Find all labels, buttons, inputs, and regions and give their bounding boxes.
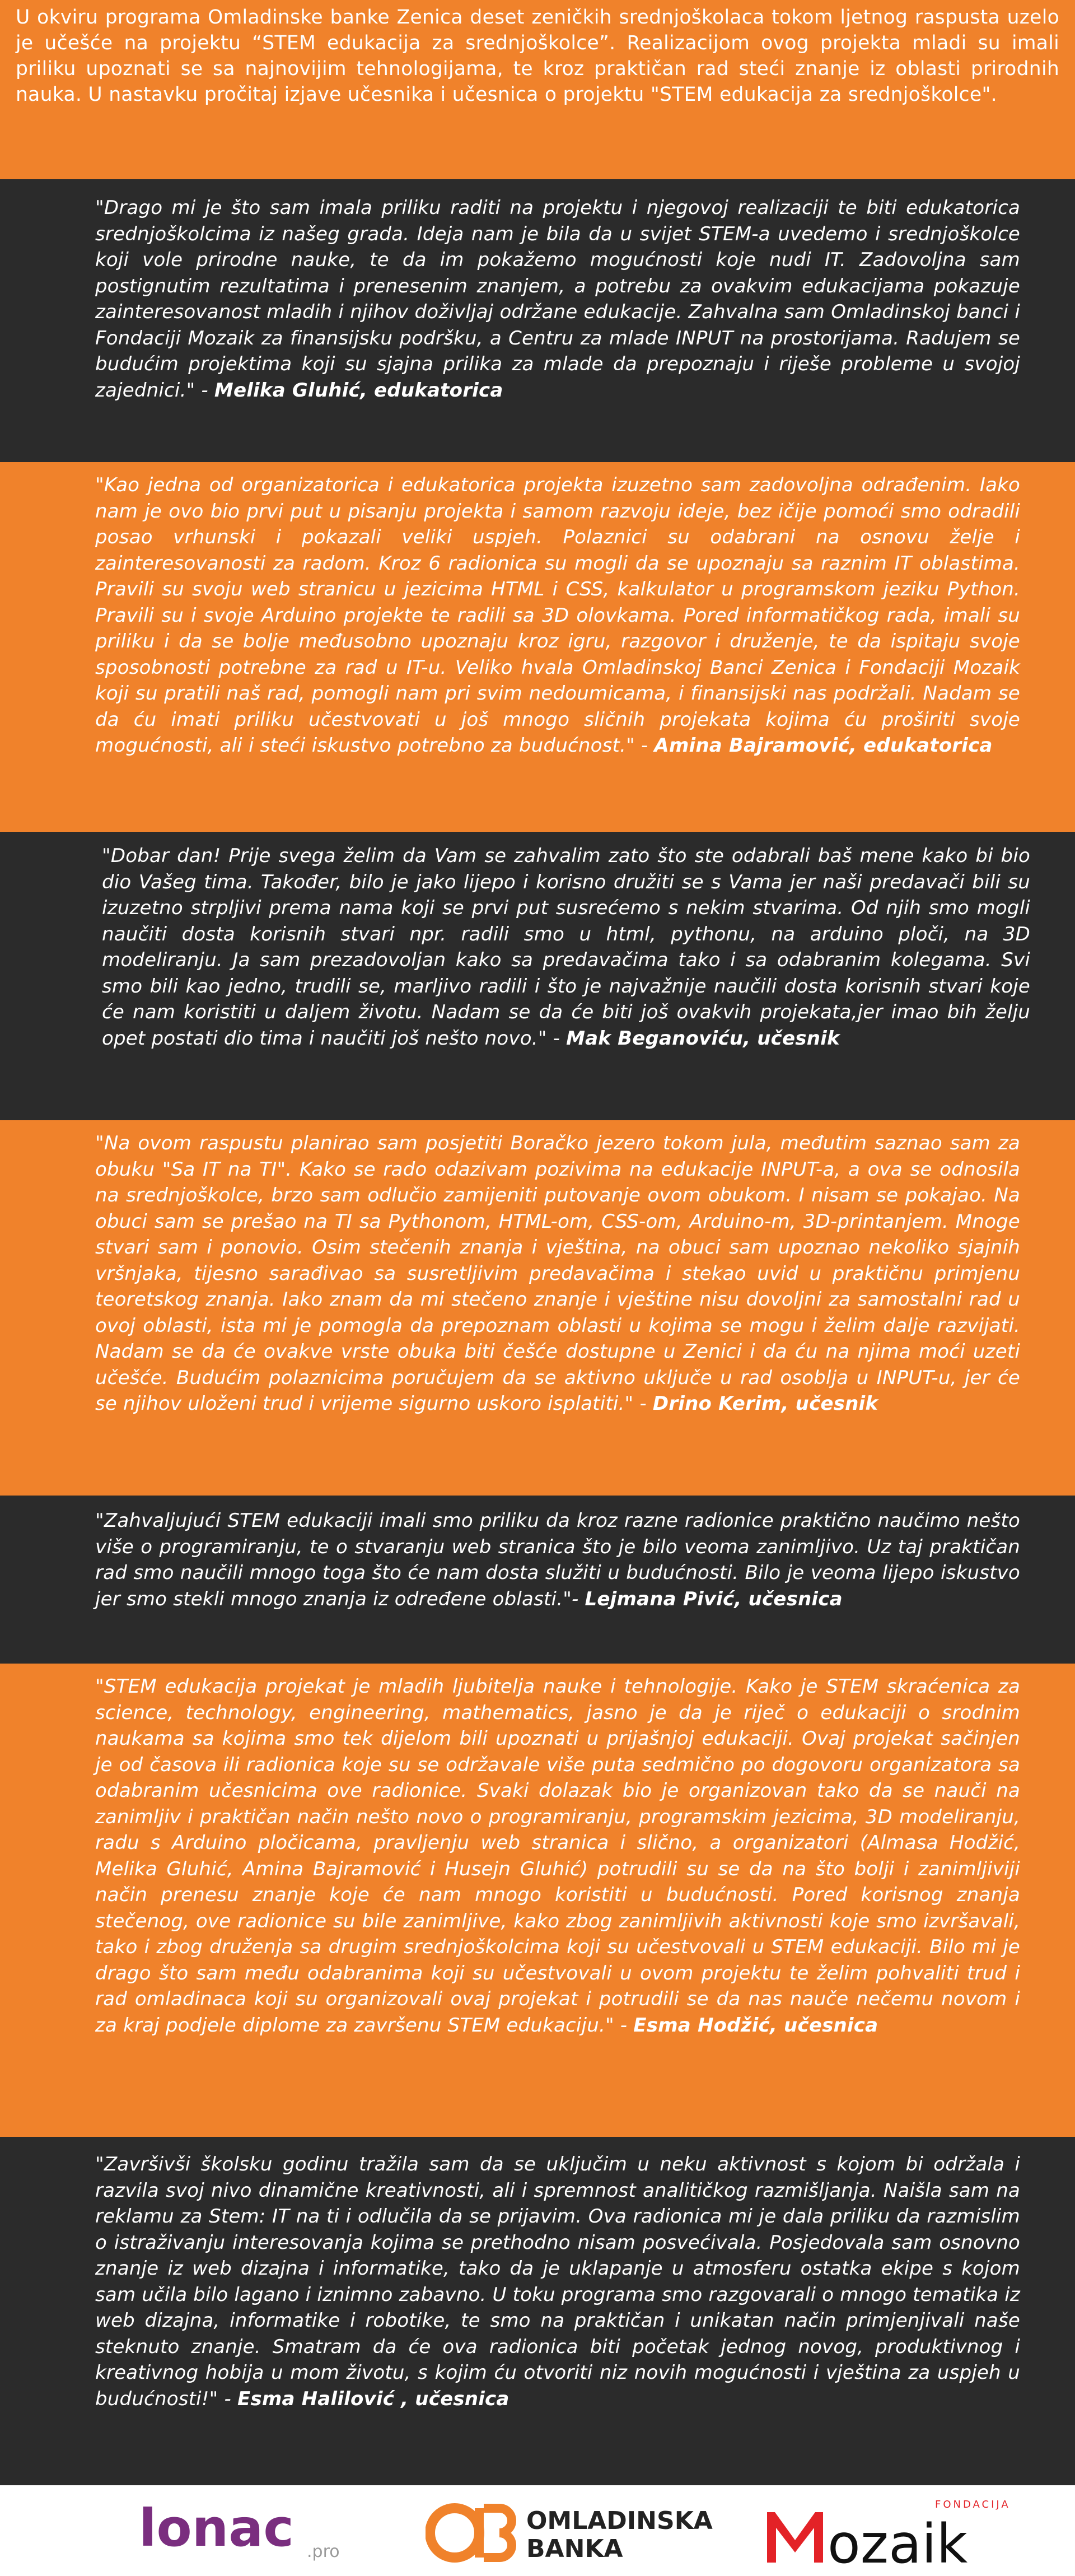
sponsor-logos	[0, 2485, 1075, 2576]
intro-section	[0, 0, 1075, 179]
testimonial-author: Drino Kerim, učesnik	[652, 1392, 878, 1415]
ob-b-mark	[484, 2508, 512, 2558]
testimonial-author: Esma Hodžić, učesnica	[633, 2014, 878, 2037]
testimonial-5	[0, 1496, 1075, 1664]
testimonial-author: Lejmana Pivić, učesnica	[585, 1587, 843, 1610]
testimonial-text: "Drago mi je što sam imala priliku raditi na projektu i njegovoj realizaciji te biti edukatorica srednjoškolcima iz našeg grada. Ideja nam je bila da u svijet STEM-a uvedemo i srednjoškolce koji vole prirodne nauke, te da im pokažemo mogućnosti koje nudi IT. Zadovoljna sam postignutim rezultatima i prenesenim znanjem, a potrebu za ovakvim edukacijama pokazuje zainteresovanost mladih i njihov doživljaj održane edukacije. Zahvalna sam Omladinskoj banci i Fondaciji Mozaik za finansijsku podršku, a Centru za mlade INPUT na prostorijama. Radujem se budućim projektima koji su sjajna prilika za mlade da prepoznaju i riješe probleme u svojoj zajednici." -	[95, 197, 1020, 402]
testimonial-author: Amina Bajramović, edukatorica	[654, 734, 993, 757]
testimonial-3	[0, 832, 1075, 1120]
ob-line2: BANKA	[526, 2535, 623, 2563]
ob-bar-mark	[475, 2508, 484, 2558]
testimonial-author: Melika Gluhić, edukatorica	[214, 379, 503, 402]
testimonial-7	[0, 2137, 1075, 2485]
testimonial-6	[0, 1664, 1075, 2137]
mozaik-name: ozaik	[828, 2513, 968, 2568]
mozaik-logo	[767, 2495, 1013, 2568]
testimonial-author: Mak Beganoviću, učesnik	[566, 1027, 840, 1050]
testimonial-text: "Na ovom raspustu planirao sam posjetiti Boračko jezero tokom jula, međutim saznao sam za obuku "Sa IT na TI". Kako se rado odazivam pozivima na edukacije INPUT-a, a ova se odnosila na srednjoškolce, brzo sam odlučio zamijeniti putovanje ovom obukom. I nisam se pokajao. Na obuci sam se prešao na TI sa Pythonom, HTML-om, CSS-om, Arduino-m, 3D-printanjem. Mnoge stvari sam i ponovio. Osim stečenih znanja i vještina, na obuci sam upoznao nekoliko sjajnih vršnjaka, tijesno sarađivao sa susretljivim predavačima i stekao uvid u praktičnu primjenu teoretskog znanja. Iako znam da mi stečeno znanje i vještine nisu dovoljni za samostalni rad u ovoj oblasti, ista mi je pomogla da prepoznam oblasti u kojima se mogu i želim dalje razvijati. Nadam se da će ovakve vrste obuka biti češće dostupne u Zenici i da ću na njima moći uzeti učešće. Budućim polaznicima poručujem da se aktivno uključe u rad osoblja u INPUT-u, jer će se njihov uloženi trud i vrijeme sigurno uskoro isplatiti." -	[95, 1132, 1020, 1415]
lonac-logo-name: lonac	[139, 2502, 294, 2558]
testimonial-1	[0, 179, 1075, 462]
testimonial-text: "Završivši školsku godinu tražila sam da se uključim u neku aktivnost s kojom bi održala i razvila svoj nivo dinamične kreativnosti, ali i spremnost analitičkog razmišljanja. Naišla sam na reklamu za Stem: IT na ti i odlučila da se prijavim. Ova radionica mi je dala priliku da razmislim o istraživanju interesovanja kojima se prethodno nisam posvećivala. Posjedovala sam osnovno znanje iz web dizajna i informatike, tako da je uklapanje u atmosferu ostatka ekipe s kojom sam učila bilo lagano i iznimno zabavno. U toku programa smo razgovarali o mnogo tematika iz web dizajna, informatike i robotike, te smo na praktičan i unikatan način primjenjivali naše steknuto znanje. Smatram da će ova radionica biti početak jednog novog, produktivnog i kreativnog hobija u mom životu, s kojim ću otvoriti niz novih mogućnosti i vještina za uspjeh u budućnosti!" -	[95, 2153, 1020, 2410]
testimonial-text: "Dobar dan! Prije svega želim da Vam se zahvalim zato što ste odabrali baš mene kako bi bio dio Vašeg tima. Također, bilo je jako lijepo i korisno družiti se s Vama jer naši predavači bili su izuzetno strpljivi prema nama koji se prvi put susrećemo s nekim stvarima. Od njih smo mogli naučiti dosta korisnih stvari npr. radili smo u html, pythonu, na arduino ploči, na 3D modeliranju. Ja sam prezadovoljan kako sa predavačima tako i sa odabranim kolegama. Svi smo bili kao jedno, trudili se, marljivo radili i što je najvažnije naučili dosta korisnih stvari koje će nam koristiti u daljem životu. Nadam se da će biti još ovakvih projekata,jer imao bih želju opet postati dio tima i naučiti još nešto novo." -	[102, 845, 1030, 1050]
omladinska-banka-logo	[426, 2502, 717, 2564]
mozaik-m-mark	[767, 2512, 823, 2563]
testimonial-text: "Zahvaljujući STEM edukaciji imali smo priliku da kroz razne radionice praktično naučimo nešto više o programiranju, te o stvaranju web stranica što je bilo veoma zanimljivo. Uz taj praktičan rad smo naučili mnogo toga što će nam dosta služiti u budućnosti. Bilo je veoma lijepo iskustvo jer smo stekli mnogo znanja iz određene oblasti."-	[95, 1510, 1020, 1610]
lonac-logo	[139, 2502, 352, 2564]
testimonial-4	[0, 1120, 1075, 1496]
intro-text: U okviru programa Omladinske banke Zenica deset zeničkih srednjoškolaca tokom ljetnog raspusta uzelo je učešće na projektu “STEM edukacija za srednjoškolce”. Realizacijom ovog projekta mladi su imali priliku upoznati se sa najnovijim tehnologijama, te kroz praktičan rad steći znanje iz oblasti prirodnih nauka. U nastavku pročitaj izjave učesnika i učesnica o projektu "STEM edukacija za srednjoškolce".	[16, 6, 1059, 106]
testimonial-text: "Kao jedna od organizatorica i edukatorica projekta izuzetno sam zadovoljna odrađenim. Iako nam je ovo bio prvi put u pisanju projekta i samom razvoju ideje, bez ičije pomoći smo odradili posao vrhunski i pokazali veliki uspjeh. Polaznici su odabrani na osnovu želje i zainteresovanosti za radom. Kroz 6 radionica su mogli da se upoznaju sa raznim IT oblastima. Pravili su svoju web stranicu u jezicima HTML i CSS, kalkulator u programskom jeziku Python. Pravili su i svoje Arduino projekte te radili sa 3D olovkama. Pored informatičkog rada, imali su priliku i da se bolje međusobno upoznaju kroz igru, razgovor i druženje, te da ispitaju svoje sposobnosti potrebne za rad u IT-u. Veliko hvala Omladinskoj Banci Zenica i Fondaciji Mozaik koji su pratili naš rad, pomogli nam pri svim nedoumicama, i finansijski nas podržali. Nadam se da ću imati priliku učestvovati u još mnogo sličnih projekata kojima ću proširiti svoje mogućnosti, ali i steći iskustvo potrebno za budućnost." -	[95, 474, 1020, 757]
testimonial-text: "STEM edukacija projekat je mladih ljubitelja nauke i tehnologije. Kako je STEM skraćenica za science, technology, engineering, mathematics, jasno je da je riječ o edukaciji o srodnim naukama sa kojima smo tek dijelom bili upoznati u prijašnjoj edukaciji. Ovaj projekat sačinjen je od časova ili radionica koje su se održavale više puta sedmično po dogovoru organizatora sa odabranim učesnicima ove radionice. Svaki dolazak bio je organizovan tako da se nauči na zanimljiv i praktičan način nešto novo o programiranju, programskim jezicima, 3D modeliranju, radu s Arduino pločicama, pravljenju web stranica i slično, a organizatori (Almasa Hodžić, Melika Gluhić, Amina Bajramović i Husejn Gluhić) potrudili su se da na što bolji i zanimljiviji način prenesu znanje koje će nam mnogo koristiti u budućnosti. Pored korisnog znanja stečenog, ove radionice su bile zanimljive, kako zbog zanimljivih aktivnosti koje smo izvršavali, tako i zbog druženja sa drugim srednjoškolcima koji su učestvovali u STEM edukaciji. Bilo mi je drago što sam među odabranima koji su učestvovali u ovom projektu te želim pohvaliti trud i rad omladinaca koji su organizovali ovaj projekat i potrudili se da nas nauče nečemu novom i za kraj podjele diplome za završenu STEM edukaciju." -	[95, 1675, 1020, 2037]
ob-circle-mark	[430, 2508, 479, 2558]
testimonial-2	[0, 462, 1075, 832]
testimonial-author: Esma Halilović , učesnica	[237, 2387, 510, 2410]
mozaik-small-label: FONDACIJA	[935, 2499, 1011, 2510]
ob-line1: OMLADINSKA	[526, 2507, 713, 2535]
lonac-logo-suffix: .pro	[307, 2542, 340, 2561]
